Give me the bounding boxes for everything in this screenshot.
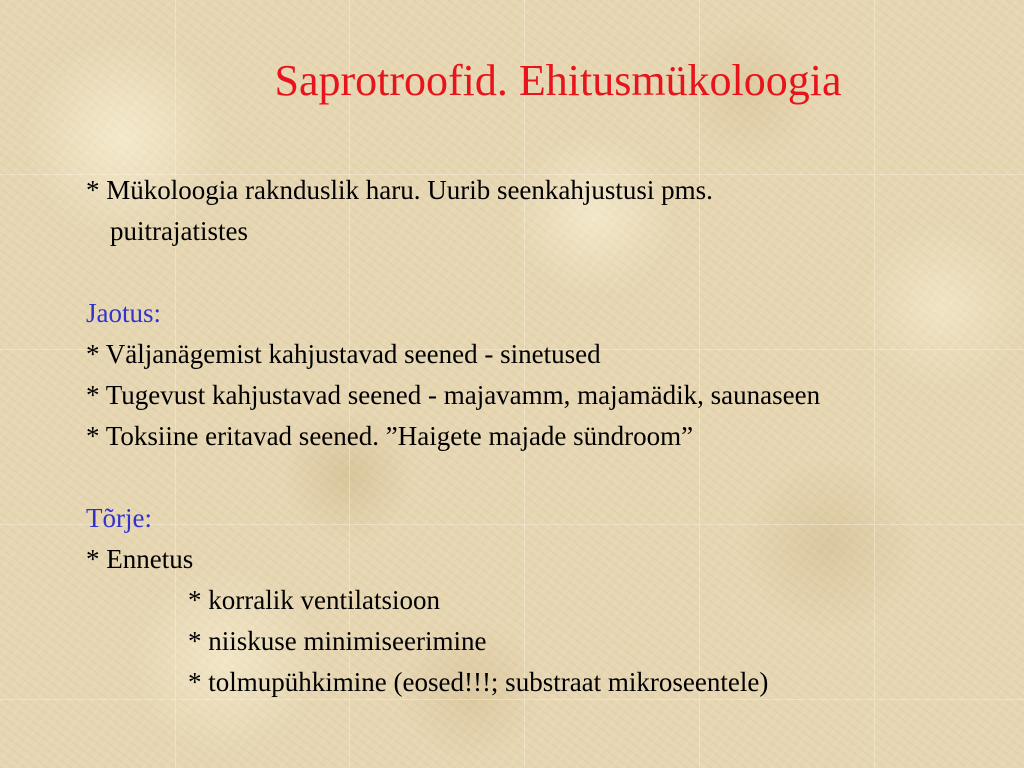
- control-subitem: * niiskuse minimiseerimine: [188, 626, 487, 656]
- spacer: [86, 457, 1016, 498]
- slide-title: Saprotroofid. Ehitusmükoloogia: [274, 56, 842, 105]
- control-subitem: * korralik ventilatsioon: [188, 585, 440, 615]
- intro-line: * Mükoloogia raknduslik haru. Uurib seenkahjustusi pms.: [86, 175, 713, 205]
- classification-item: * Tugevust kahjustavad seened - majavamm, majamädik, saunaseen: [86, 380, 821, 410]
- spacer: [86, 252, 1016, 293]
- control-heading: Tõrje:: [86, 503, 152, 533]
- classification-item: * Toksiine eritavad seened. ”Haigete majade sündroom”: [86, 421, 694, 451]
- intro-line-continued: puitrajatistes: [110, 216, 248, 246]
- classification-item: * Väljanägemist kahjustavad seened - sinetused: [86, 339, 601, 369]
- control-subitem: * tolmupühkimine (eosed!!!; substraat mikroseentele): [188, 667, 769, 697]
- control-item: * Ennetus: [86, 544, 194, 574]
- slide-body: [86, 170, 1016, 703]
- classification-heading: Jaotus:: [86, 298, 162, 328]
